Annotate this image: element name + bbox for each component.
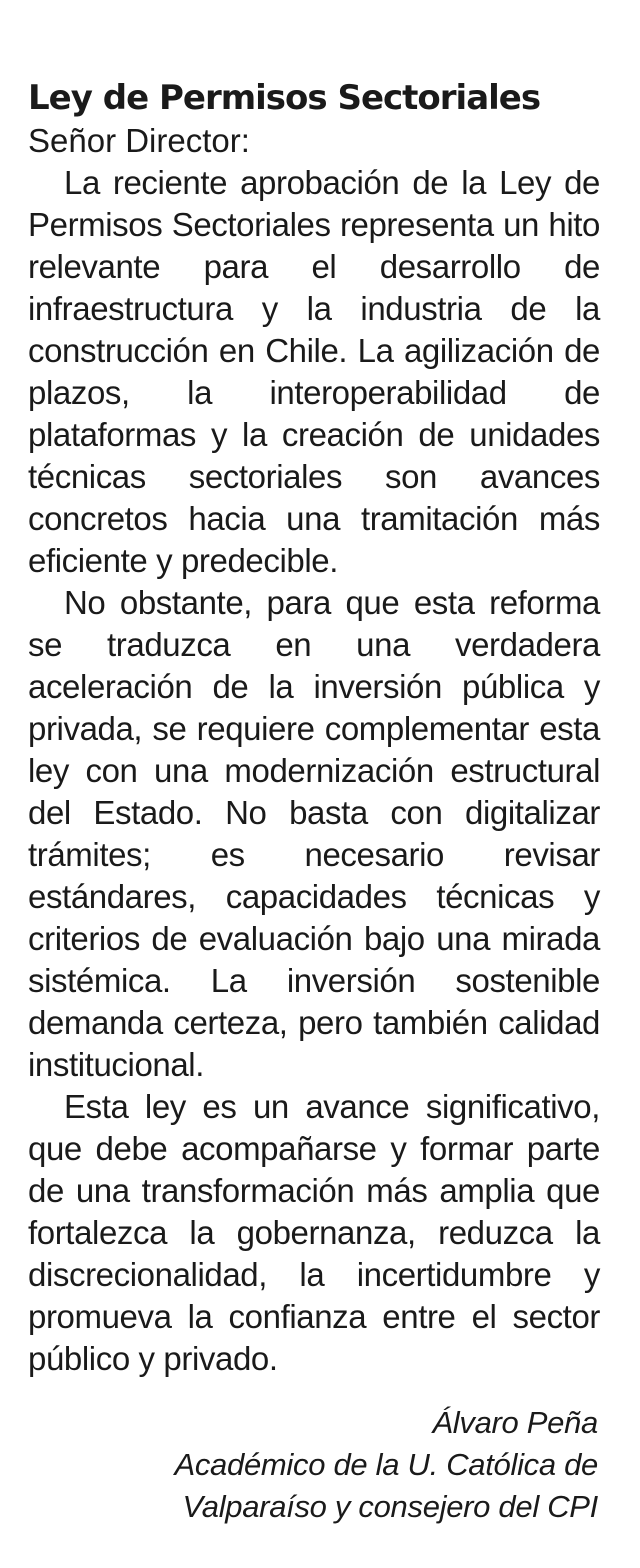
letter-salutation: Señor Director: [28,122,250,159]
letter-signature [174,1402,598,1528]
signature-title-line-2: Valparaíso y consejero del CPI [182,1489,598,1524]
signature-name: Álvaro Peña [432,1405,598,1440]
letter-paragraph-2: No obstante, para que esta reforma se traduzca en una verdadera aceleración de la inversión pública y privada, se requiere complementar esta ley con una modernización estructural del Estado. No basta con digitalizar trámites; es necesario revisar estándares, capacidades técnicas y criterios de evaluación bajo una mirada sistémica. La inversión sostenible demanda certeza, pero también calidad institucional. [28,584,600,1083]
letter-paragraph-3: Esta ley es un avance significativo, que debe acompañarse y formar parte de una transformación más amplia que fortalezca la gobernanza, reduzca la discrecionalidad, la incertidumbre y promueva la confianza entre el sector público y privado. [28,1088,600,1377]
letter-headline: Ley de Permisos Sectoriales [28,78,541,118]
letter-paragraph-1: La reciente aprobación de la Ley de Permisos Sectoriales representa un hito relevante para el desarrollo de infraestructura y la industria de la construcción en Chile. La agilización de plazos, la interoperabilidad de plataformas y la creación de unidades técnicas sectoriales son avances concretos hacia una tramitación más eficiente y predecible. [28,164,600,579]
signature-title-line-1: Académico de la U. Católica de [174,1447,598,1482]
letter-to-editor [28,76,600,1380]
